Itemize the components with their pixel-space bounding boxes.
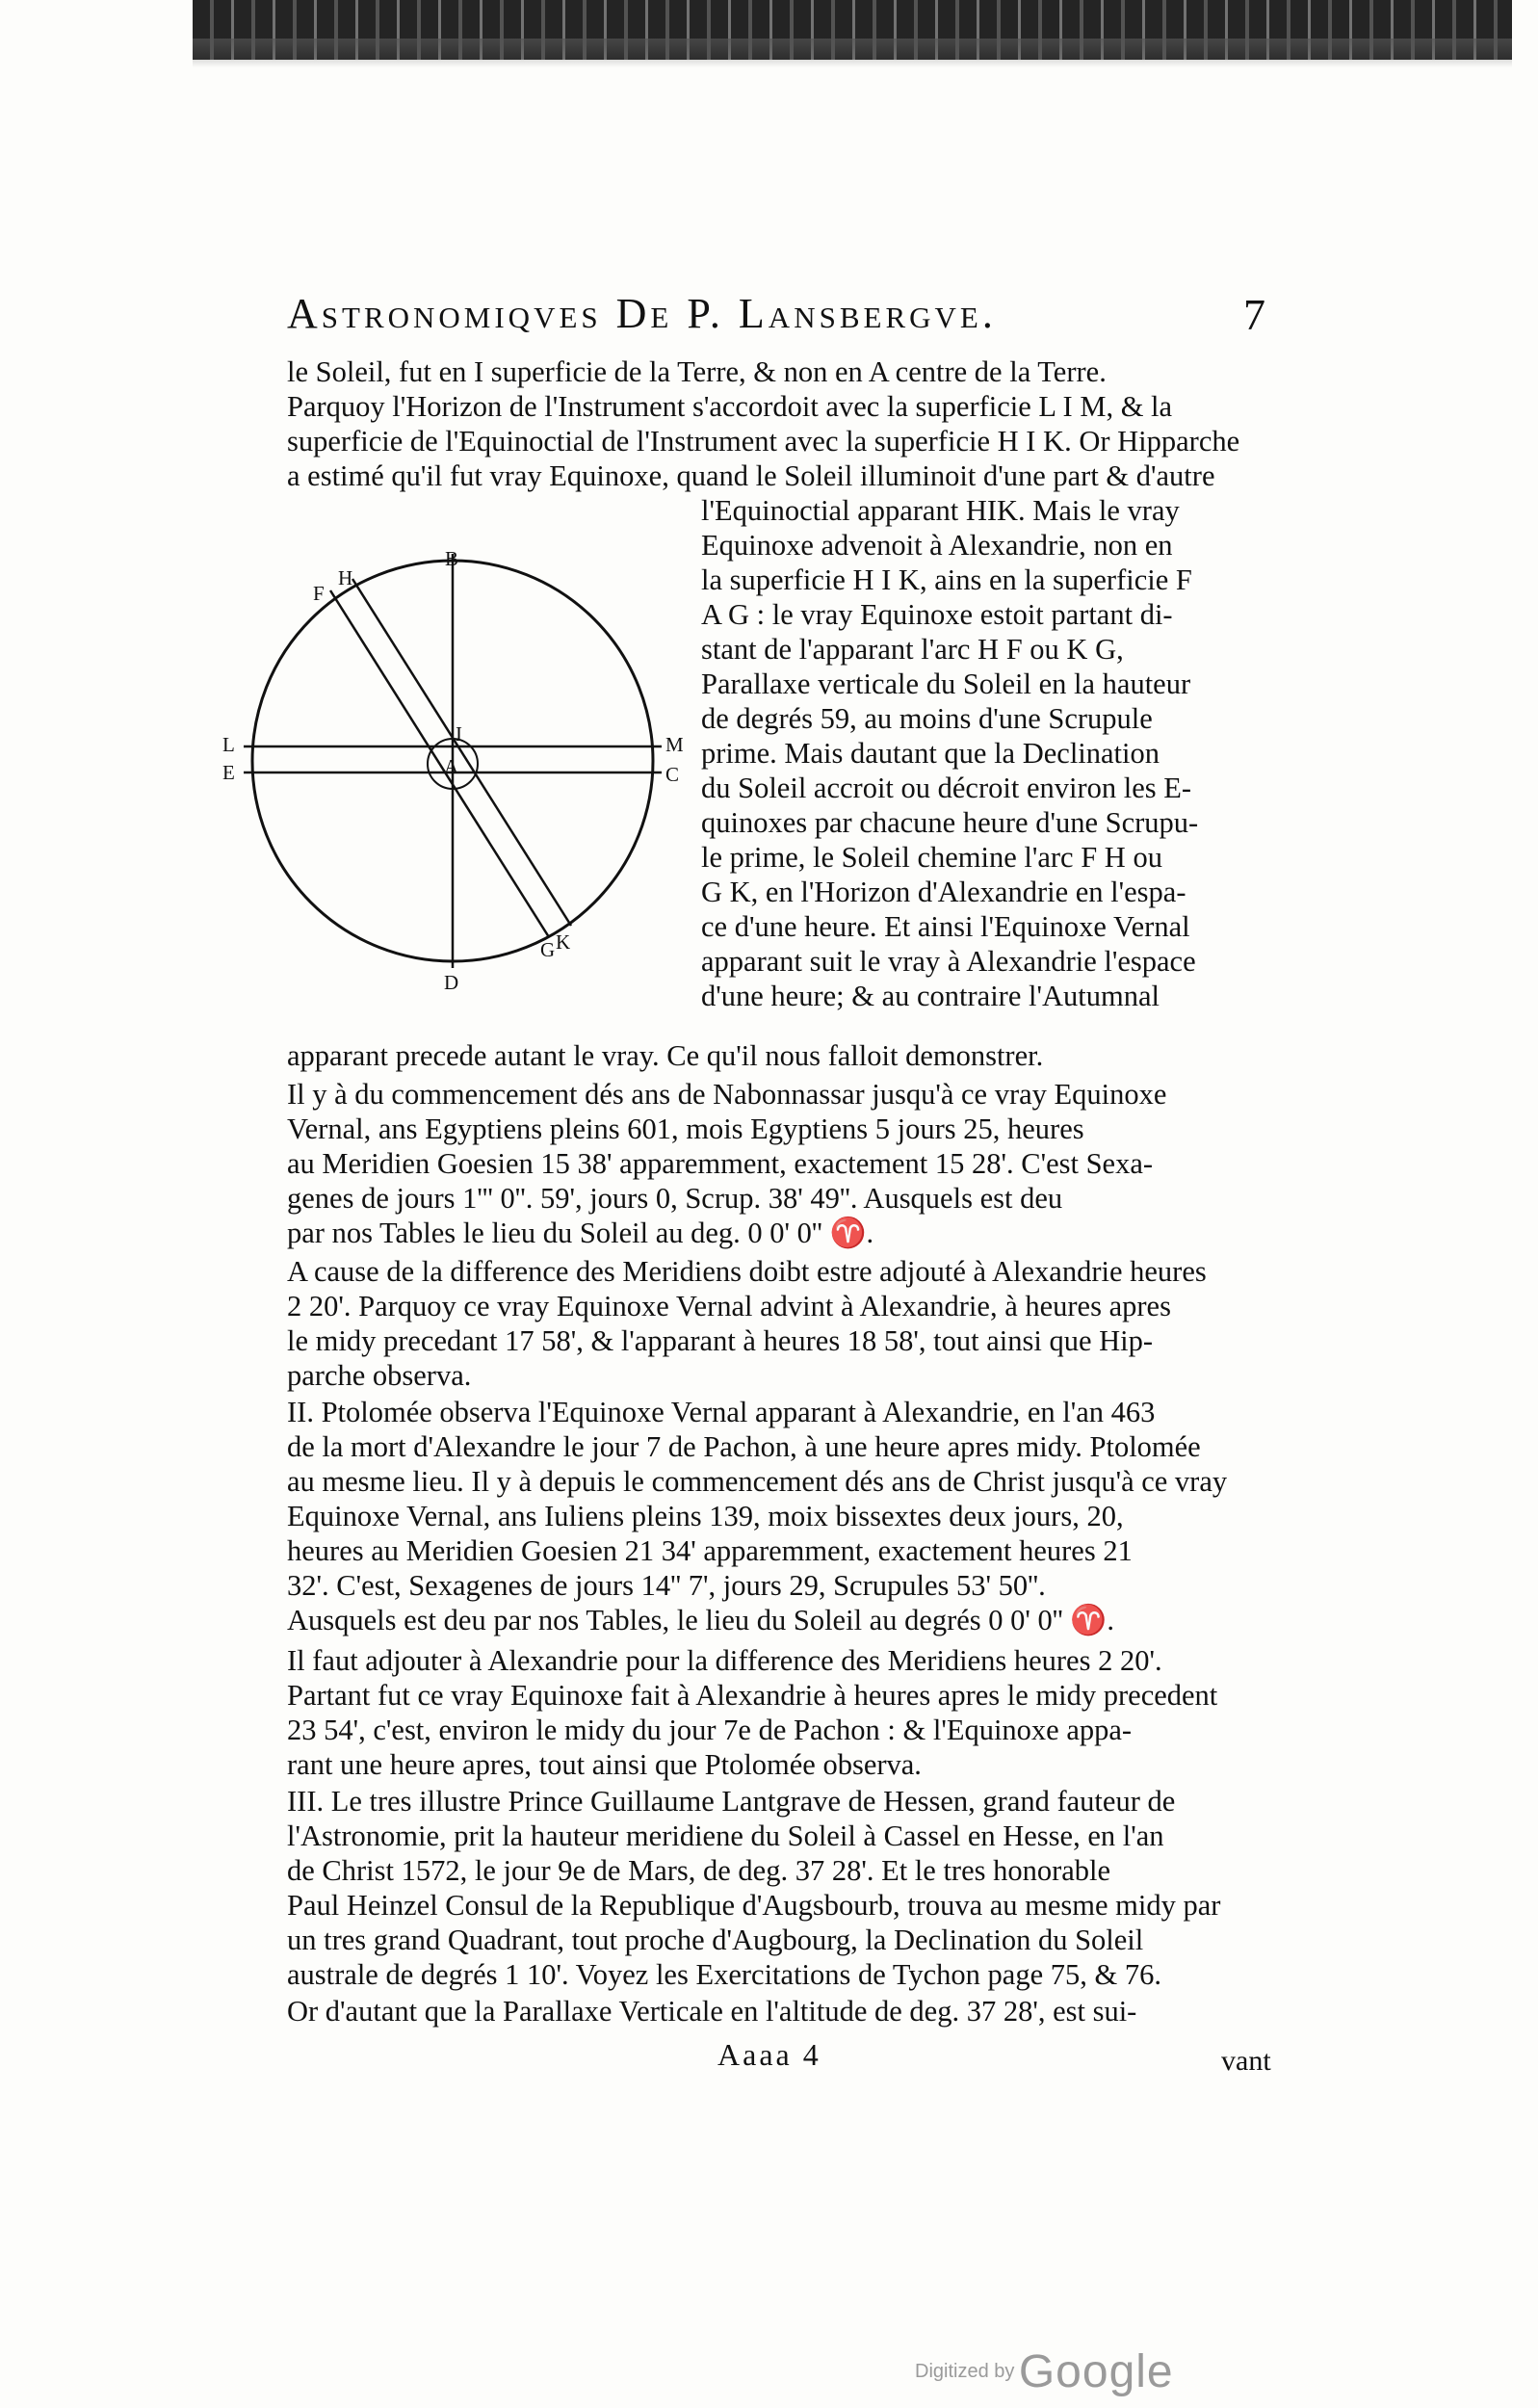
text-line: genes de jours 1''' 0''. 59', jours 0, Scrup. 38' 49''. Ausquels est deu [287,1182,1063,1215]
text-line: la superficie H I K, ains en la superficie F [701,563,1192,596]
text-line: de la mort d'Alexandre le jour 7 de Pachon, à une heure apres midy. Ptolomée [287,1430,1201,1463]
paragraph-beside-figure [701,493,1269,1013]
paragraph-nabonassar [287,1077,1269,1250]
text-line: Ausquels est deu par nos Tables, le lieu du Soleil au degrés 0 0' 0'' ♈. [287,1604,1115,1636]
paragraph-landgrave [287,1784,1269,1992]
text-line: Equinoxe advenoit à Alexandrie, non en [701,529,1173,562]
text-line: parche observa. [287,1359,472,1392]
text-line: Or d'autant que la Parallaxe Verticale en l'altitude de deg. 37 28', est sui- [287,1995,1137,2028]
text-line: Partant fut ce vray Equinoxe fait à Alexandrie à heures apres le midy precedent [287,1679,1218,1712]
label-c: C [665,763,680,786]
label-h: H [338,566,353,589]
catchword: vant [1221,2045,1271,2077]
text-line: de Christ 1572, le jour 9e de Mars, de deg. 37 28'. Et le tres honorable [287,1854,1111,1887]
page-number: 7 [1243,290,1269,339]
running-header [287,289,1269,351]
text-line: a estimé qu'il fut vray Equinoxe, quand le Soleil illuminoit d'une part & d'autre [287,459,1215,492]
text-line: A cause de la difference des Meridiens doibt estre adjouté à Alexandrie heures [287,1255,1207,1288]
text-line: Vernal, ans Egyptiens pleins 601, mois Egyptiens 5 jours 25, heures [287,1112,1084,1145]
text-line: le Soleil, fut en I superficie de la Terre, & non en A centre de la Terre. [287,355,1107,388]
text-line: 23 54', c'est, environ le midy du jour 7e de Pachon : & l'Equinoxe appa- [287,1714,1133,1746]
watermark-brand: Google [1018,2346,1174,2397]
paragraph-conclusion [287,1038,1269,1073]
paragraph-intro [287,354,1269,493]
text-line: rant une heure apres, tout ainsi que Ptolomée observa. [287,1748,922,1781]
text-line: un tres grand Quadrant, tout proche d'Augbourg, la Declination du Soleil [287,1924,1144,1956]
text-line: heures au Meridien Goesien 21 34' apparemment, exactement heures 21 [287,1534,1133,1567]
label-d: D [444,971,459,994]
text-line: stant de l'apparant l'arc H F ou K G, [701,633,1124,666]
label-b: B [445,547,459,570]
text-line: de degrés 59, au moins d'une Scrupule [701,702,1153,735]
paragraph-meridian-difference [287,1254,1269,1393]
text-line: 32'. C'est, Sexagenes de jours 14'' 7', jours 29, Scrupules 53' 50''. [287,1569,1046,1602]
watermark-label: Digitized by [915,2361,1015,2382]
text-line: apparant suit le vray à Alexandrie l'espace [701,945,1196,978]
equinoctial-line-fag [330,590,549,937]
signature-mark: Aaaa 4 [717,2037,821,2072]
text-line: II. Ptolomée observa l'Equinoxe Vernal apparant à Alexandrie, en l'an 463 [287,1396,1156,1428]
text-line: ce d'une heure. Et ainsi l'Equinoxe Vernal [701,910,1190,943]
label-a: A [444,755,459,778]
text-line: d'une heure; & au contraire l'Autumnal [701,980,1160,1012]
text-line: le prime, le Soleil chemine l'arc F H ou [701,841,1162,874]
text-line: 2 20'. Parquoy ce vray Equinoxe Vernal advint à Alexandrie, à heures apres [287,1290,1171,1322]
text-line: du Soleil accroit ou décroit environ les E- [701,772,1192,804]
label-k: K [556,930,571,954]
text-line: le midy precedant 17 58', & l'apparant à heures 18 58', tout ainsi que Hip- [287,1324,1154,1357]
text-line: Il y à du commencement dés ans de Nabonnassar jusqu'à ce vray Equinoxe [287,1078,1167,1111]
text-line: prime. Mais dautant que la Declination [701,737,1160,770]
digitized-watermark [915,2345,1174,2398]
label-e: E [222,761,235,784]
equinoctial-line-hik [352,579,571,926]
text-line: au mesme lieu. Il y à depuis le commencement dés ans de Christ jusqu'à ce vray [287,1465,1228,1498]
label-g: G [540,938,556,961]
running-title: Astronomiqves De P. Lansbergve. [287,290,997,337]
text-line: australe de degrés 1 10'. Voyez les Exercitations de Tychon page 75, & 76. [287,1958,1161,1991]
text-line: Parallaxe verticale du Soleil en la hauteur [701,667,1191,700]
paragraph-alexandria-adjustment [287,1643,1269,1782]
text-line: apparant precede autant le vray. Ce qu'il nous falloit demonstrer. [287,1039,1044,1072]
label-i-center: I [456,722,462,746]
text-line: Equinoxe Vernal, ans Iuliens pleins 139, moix bissextes deux jours, 20, [287,1500,1124,1532]
text-line: au Meridien Goesien 15 38' apparemment, exactement 15 28'. C'est Sexa- [287,1147,1154,1180]
label-f: F [313,582,325,605]
paragraph-ptolemy [287,1395,1269,1637]
text-line: l'Astronomie, prit la hauteur meridiene du Soleil à Cassel en Hesse, en l'an [287,1819,1164,1852]
text-line: III. Le tres illustre Prince Guillaume Lantgrave de Hessen, grand fauteur de [287,1785,1176,1818]
label-l: L [222,733,235,756]
scan-edge-shadow [193,39,1512,67]
text-line: Paul Heinzel Consul de la Republique d'Augsbourb, trouva au mesme midy par [287,1889,1221,1922]
diagram-svg [217,544,684,997]
text-line: Il faut adjouter à Alexandrie pour la difference des Meridiens heures 2 20'. [287,1644,1162,1677]
text-line: Parquoy l'Horizon de l'Instrument s'accordoit avec la superficie L I M, & la [287,390,1173,423]
text-line: l'Equinoctial apparant HIK. Mais le vray [701,494,1180,527]
paragraph-parallax [287,1994,1269,2028]
text-line: quinoxes par chacune heure d'une Scrupu- [701,806,1199,839]
astronomical-diagram [217,544,684,997]
text-line: G K, en l'Horizon d'Alexandrie en l'espa- [701,876,1186,908]
text-line: par nos Tables le lieu du Soleil au deg. 0 0' 0'' ♈. [287,1217,874,1249]
label-m: M [665,733,684,756]
text-line: A G : le vray Equinoxe estoit partant di- [701,598,1173,631]
text-line: superficie de l'Equinoctial de l'Instrument avec la superficie H I K. Or Hipparche [287,425,1240,458]
